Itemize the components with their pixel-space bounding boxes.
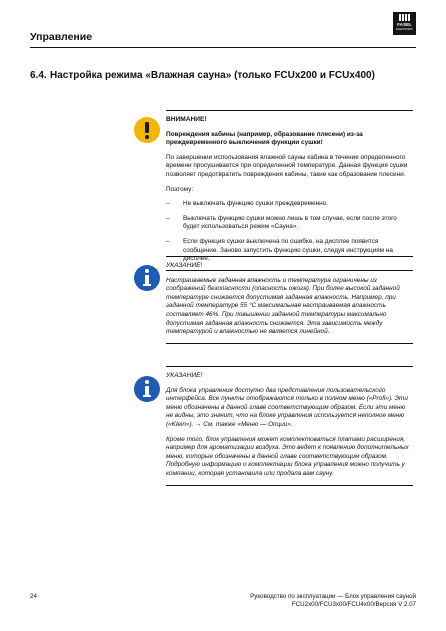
warning-therefore: Поэтому:: [166, 185, 194, 193]
footer-doc-line1: Руководство по эксплуатации — Блок управления сауной: [250, 593, 416, 600]
exclamation-icon: [134, 117, 160, 143]
logo-bars: [393, 14, 416, 21]
list-item-text: Не выключать функцию сушки преждевременно.: [183, 200, 329, 208]
note-label: УКАЗАНИЕ!: [166, 262, 203, 269]
list-item: – Не выключать функцию сушки преждевременно.: [166, 200, 329, 208]
section-heading: [30, 70, 375, 81]
warning-bold-text: Повреждения кабины (например, образование плесени) из-за преждевременного выключения функции сушки!: [166, 130, 363, 147]
note-block-2: [166, 366, 413, 486]
header-rule: [30, 47, 416, 48]
note-text: Для блока управления доступно два представления пользовательского интерфейса. Все пункты отображаются только в полном меню («Profi»). Эти меню обозначены в данной главе соответствующим образом. Если эти меню не видны, это значит, что на блоке управления используется неполное меню («Klein»). → См. также «Меню — Опции».: [166, 386, 408, 428]
note-block-1: [166, 256, 413, 344]
warning-block: [166, 110, 413, 271]
section-title: Настройка режима «Влажная сауна» (только FCUx200 и FCUx400): [50, 70, 375, 81]
section-number: 6.4.: [30, 70, 47, 81]
footer-doc-line2: FCU2x00/FCU3x00/FCU4x00/Версия V 2.07: [291, 601, 416, 608]
note-text: Кроме того, блок управления может комплектоваться платами расширения, например для ароматизации воздуха. Это ведет к появлению дополнительных меню, которые обозначены в данной главе соответствующим образом. Подробную информацию о комплектации блока управления можно получить у компании, которая установила или продала вам сауну.: [166, 435, 409, 477]
list-item-text: Если функция сушки выключена по ошибке, на дисплее появится сообщение. Заново запустить функцию сушки, следуя инструкциям на дисплее.: [183, 237, 393, 263]
footer-document-info: [250, 593, 416, 609]
page-number: 24: [30, 593, 37, 600]
note-text: Настраиваемые заданная влажность и температура ограничены из соображений безопасности (опасность ожога). При более высокой заданной температуре снижается допустимая заданная влажность. Например, при заданной температуре 55 °C максимальная настраиваемая влажность составляет 46%. При повышении заданной температуры максимально допустимая заданная влажность снижается. Эта зависимость между температурой и влажностью не является линейной.: [166, 276, 400, 336]
info-icon: [134, 376, 160, 402]
logo-subtext: ELEKTRONIK: [396, 27, 413, 31]
list-item: – Выключать функцию сушки можно лишь в том случае, если после этого будет использоваться режим «Сауна».: [166, 215, 413, 232]
fasel-logo: [393, 12, 416, 35]
note-label: УКАЗАНИЕ!: [166, 372, 203, 379]
info-icon: [134, 265, 160, 291]
logo-text: FASEL: [397, 22, 412, 27]
warning-label: ВНИМАНИЕ!: [166, 116, 207, 123]
page-header-title: Управление: [30, 31, 93, 43]
list-item: – Если функция сушки выключена по ошибке, на дисплее появится сообщение. Заново запустить функцию сушки, следуя инструкциям на дисплее.: [166, 238, 413, 264]
list-item-text: Выключать функцию сушки можно лишь в том случае, если после этого будет использоваться режим «Сауна».: [183, 214, 397, 231]
warning-paragraph: По завершении использования влажной сауны кабина в течение определенного времени просушивается при определенной температуре. Данная функция сушки позволяет предотвратить повреждения кабины, такие как образование плесени.: [166, 153, 408, 178]
